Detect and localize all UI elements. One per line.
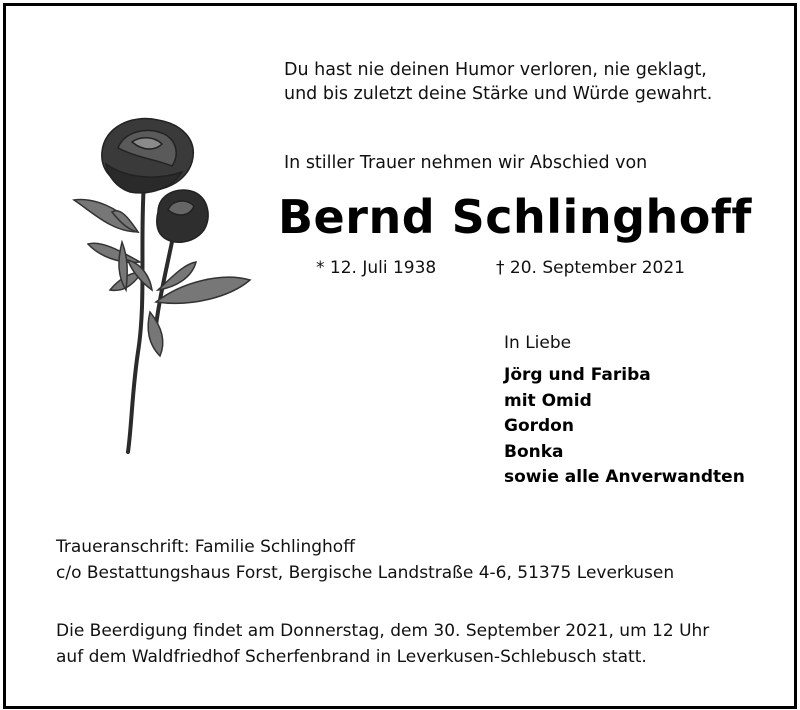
mourner-entry: Bonka [504, 441, 564, 462]
deceased-name: Bernd Schlinghoff [278, 190, 752, 244]
memorial-quote [284, 58, 712, 106]
mourner-entry: Jörg und Fariba [504, 365, 651, 385]
funeral-info [56, 618, 709, 670]
address-line-1: Traueranschrift: Familie Schlinghoff [56, 537, 355, 557]
mourners-list [504, 363, 745, 491]
quote-line-2: und bis zuletzt deine Stärke und Würde gewahrt. [284, 84, 713, 104]
birth-date: * 12. Juli 1938 [316, 258, 437, 278]
quote-line-1: Du hast nie deinen Humor verloren, nie geklagt, [284, 60, 707, 80]
farewell-intro: In stiller Trauer nehmen wir Abschied von [284, 153, 648, 173]
mourner-entry: sowie alle Anverwandten [504, 467, 745, 487]
funeral-line-1: Die Beerdigung findet am Donnerstag, dem 30. September 2021, um 12 Uhr [56, 621, 710, 641]
obituary-notice [3, 3, 797, 709]
funeral-line-2: auf dem Waldfriedhof Scherfenbrand in Leverkusen-Schlebusch statt. [56, 647, 647, 667]
in-love-label: In Liebe [504, 333, 572, 353]
rose-icon [62, 112, 262, 462]
mourner-entry: mit Omid [504, 390, 592, 411]
mourner-entry: Gordon [504, 416, 574, 436]
mourning-address [56, 534, 674, 586]
death-date: † 20. September 2021 [496, 258, 685, 278]
address-line-2: c/o Bestattungshaus Forst, Bergische Landstraße 4-6, 51375 Leverkusen [56, 563, 675, 583]
